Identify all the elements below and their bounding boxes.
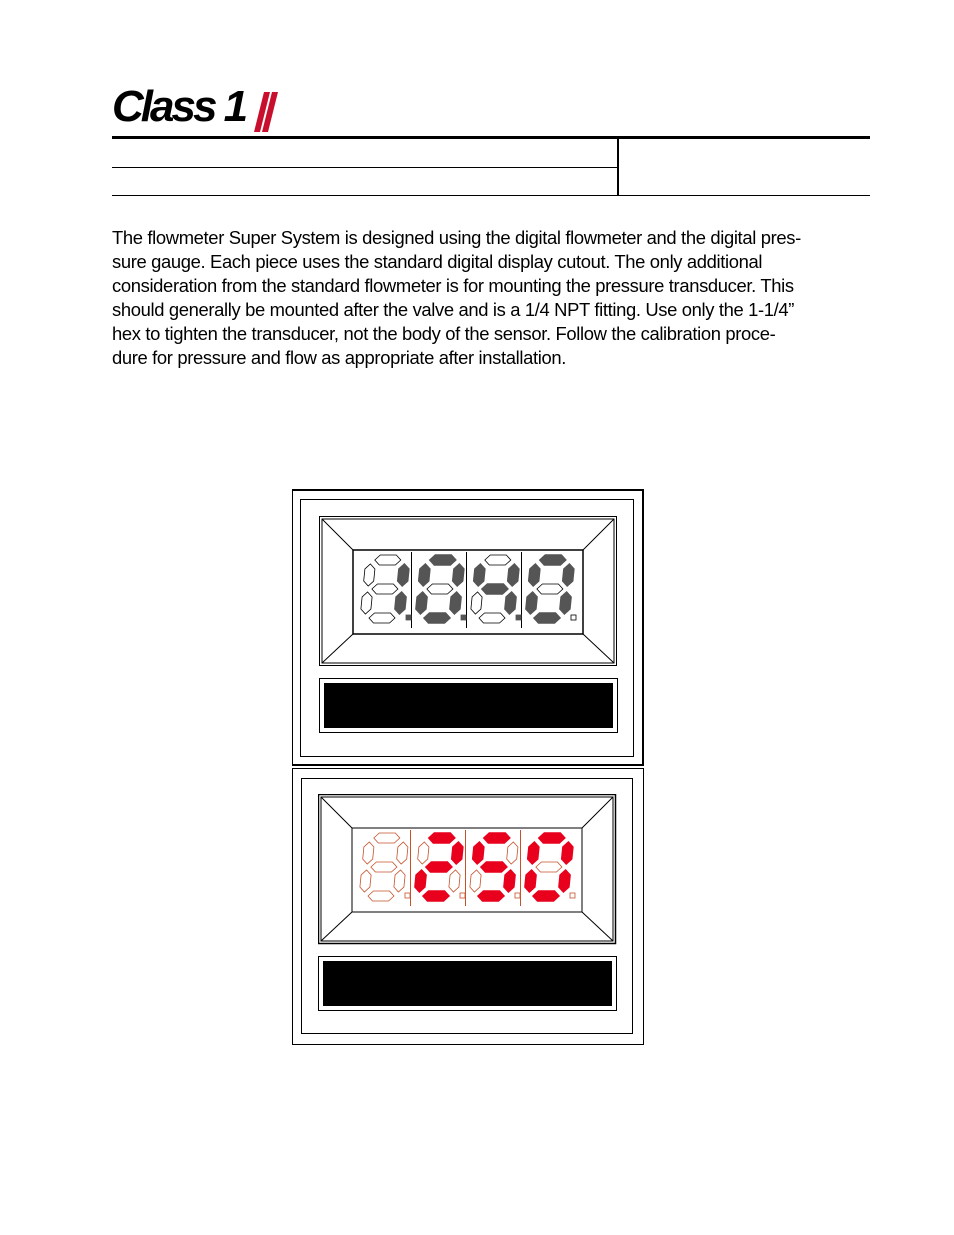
logo-wordmark: Class 1 — [112, 82, 246, 131]
lit-segment — [478, 891, 504, 901]
decimal-point-unlit — [570, 893, 575, 898]
pressure-gauge-label-plate — [318, 956, 617, 1011]
lit-segment — [415, 870, 426, 892]
intro-line: dure for pressure and flow as appropriate after installation. — [112, 347, 567, 368]
lit-segment — [508, 564, 519, 586]
unlit-segment — [536, 862, 562, 872]
decimal-point-lit — [461, 615, 466, 620]
lit-segment — [484, 833, 510, 843]
lit-segment — [426, 862, 452, 872]
lit-segment — [453, 564, 464, 586]
unlit-segment — [418, 842, 429, 864]
lit-segment — [482, 584, 508, 594]
intro-line: hex to tighten the transducer, not the body of the sensor. Follow the calibration proce- — [112, 323, 776, 344]
intro-line: The flowmeter Super System is designed using the digital flowmeter and the digital pres- — [112, 227, 801, 248]
unlit-segment — [375, 555, 401, 565]
lit-segment — [473, 842, 484, 864]
unlit-segment — [369, 613, 395, 623]
lit-segment — [419, 564, 430, 586]
unlit-segment — [471, 592, 482, 614]
unlit-segment — [363, 842, 374, 864]
lit-segment — [540, 555, 566, 565]
lit-segment — [528, 842, 539, 864]
lit-segment — [525, 870, 536, 892]
lit-segment — [398, 564, 409, 586]
lit-segment — [450, 592, 461, 614]
class1-logo — [112, 82, 282, 136]
lit-segment — [474, 564, 485, 586]
unlit-segment — [371, 862, 397, 872]
intro-line: should generally be mounted after the valve and is a 1/4 NPT fitting. Use only the 1-1/4” — [112, 299, 795, 320]
lit-segment — [559, 870, 570, 892]
header-rule-bottom-right — [617, 195, 870, 196]
lit-segment — [534, 613, 560, 623]
unlit-segment — [364, 564, 375, 586]
lit-segment — [563, 564, 574, 586]
header-divider — [617, 139, 619, 196]
lit-segment — [424, 613, 450, 623]
flowmeter-display-panel — [292, 489, 644, 766]
decimal-point-lit — [406, 615, 411, 620]
lit-segment — [423, 891, 449, 901]
unlit-segment — [427, 584, 453, 594]
lit-segment — [562, 842, 573, 864]
unlit-segment — [374, 833, 400, 843]
header-rule-mid — [112, 167, 617, 168]
pressure-gauge-digit-readout — [355, 830, 577, 906]
unlit-segment — [485, 555, 511, 565]
intro-paragraph — [112, 226, 872, 370]
unlit-segment — [360, 870, 371, 892]
lit-segment — [452, 842, 463, 864]
logo-stripes-icon — [112, 88, 282, 136]
header-rule-top — [112, 136, 870, 139]
intro-line: sure gauge. Each piece uses the standard digital display cutout. The only additional — [112, 251, 763, 272]
lit-segment — [505, 592, 516, 614]
unlit-segment — [372, 584, 398, 594]
unlit-segment — [397, 842, 408, 864]
unlit-segment — [470, 870, 481, 892]
lit-segment — [430, 555, 456, 565]
decimal-point-unlit — [405, 893, 410, 898]
flowmeter-digit-readout — [356, 552, 578, 628]
decimal-point-unlit — [571, 615, 576, 620]
unlit-segment — [449, 870, 460, 892]
decimal-point-unlit — [460, 893, 465, 898]
decimal-point-unlit — [515, 893, 520, 898]
flowmeter-label-plate — [319, 678, 618, 733]
lit-segment — [529, 564, 540, 586]
lit-segment — [429, 833, 455, 843]
lit-segment — [539, 833, 565, 843]
unlit-segment — [368, 891, 394, 901]
intro-line: consideration from the standard flowmeter is for mounting the pressure transducer. This — [112, 275, 794, 296]
lit-segment — [481, 862, 507, 872]
lit-segment — [533, 891, 559, 901]
lit-segment — [504, 870, 515, 892]
lit-segment — [560, 592, 571, 614]
unlit-segment — [479, 613, 505, 623]
unlit-segment — [394, 870, 405, 892]
lit-segment — [526, 592, 537, 614]
unlit-segment — [537, 584, 563, 594]
pressure-gauge-display-panel — [292, 768, 644, 1045]
decimal-point-lit — [516, 615, 521, 620]
lit-segment — [416, 592, 427, 614]
lit-segment — [395, 592, 406, 614]
unlit-segment — [361, 592, 372, 614]
unlit-segment — [507, 842, 518, 864]
header-rule-bottom-left — [112, 195, 617, 196]
